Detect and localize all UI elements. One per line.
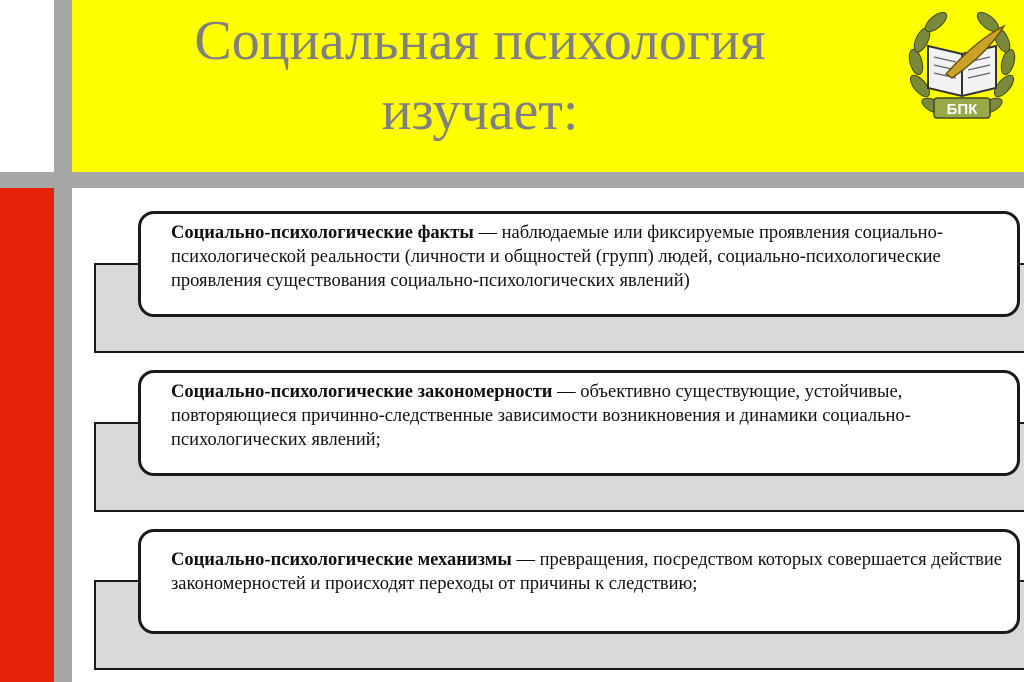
item-card-facts	[138, 211, 1020, 317]
item-definition: — наблюдаемые или фиксируемые проявления социально-психологической реальности (личности и общностей (групп) людей, социально-психологические проявления существования социально-психологических явлений)	[171, 223, 943, 291]
item-card-laws	[138, 370, 1020, 476]
gray-vertical-divider	[54, 0, 72, 682]
red-accent-bar	[0, 188, 54, 682]
slide-title-line1: Социальная психология	[194, 10, 766, 72]
logo-text: БПК	[946, 101, 978, 118]
gray-horizontal-divider	[0, 172, 1024, 188]
left-white-area	[0, 0, 54, 172]
item-term: Социально-психологические закономерности	[171, 382, 553, 402]
item-card-mechanisms	[138, 529, 1020, 634]
item-definition: — объективно существующие, устойчивые, повторяющиеся причинно-следственные зависимости возникновения и динамики социально-психологических явлений;	[171, 382, 911, 450]
slide-title	[90, 6, 870, 146]
item-definition: — превращения, посредством которых совершается действие закономерностей и происходят переходы от причины к следствию;	[171, 550, 1002, 594]
item-term: Социально-психологические механизмы	[171, 550, 512, 570]
item-term: Социально-психологические факты	[171, 223, 474, 243]
slide-title-line2: изучает:	[381, 80, 579, 142]
bpk-laurel-logo-icon	[900, 2, 1024, 130]
